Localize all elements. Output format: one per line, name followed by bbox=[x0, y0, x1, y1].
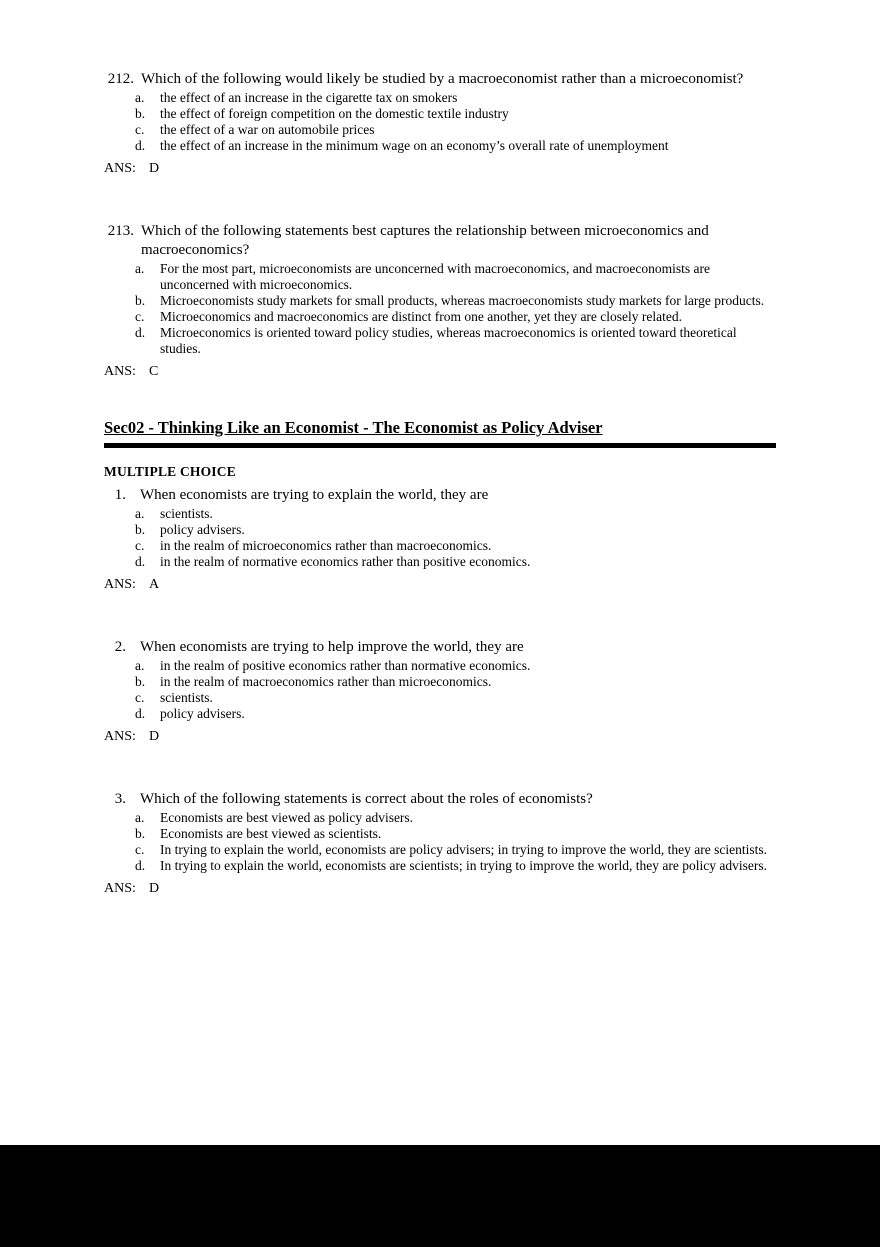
list-item bbox=[104, 826, 776, 842]
choice-letter: a. bbox=[135, 90, 145, 105]
choice-letter: d. bbox=[135, 325, 146, 340]
question-stem-row bbox=[104, 790, 776, 809]
question-block bbox=[104, 70, 776, 177]
question-block bbox=[104, 638, 776, 745]
choice-text: In trying to explain the world, economists are scientists; in trying to improve the world, they are policy advisers. bbox=[160, 858, 767, 873]
question-text: Which of the following would likely be studied by a macroeconomist rather than a microeconomist? bbox=[141, 71, 744, 87]
answer-row bbox=[104, 728, 776, 745]
list-item bbox=[104, 90, 776, 106]
list-item bbox=[104, 674, 776, 690]
choice-letter: b. bbox=[135, 293, 146, 308]
list-item bbox=[104, 522, 776, 538]
list-item bbox=[104, 538, 776, 554]
choice-letter: d. bbox=[135, 138, 146, 153]
choice-letter: c. bbox=[135, 309, 145, 324]
answer-row bbox=[104, 576, 776, 593]
list-item bbox=[104, 122, 776, 138]
answer-value: D bbox=[149, 881, 160, 896]
choice-text: In trying to explain the world, economists are policy advisers; in trying to improve the world, they are scientists. bbox=[160, 842, 767, 857]
page-bottom-band bbox=[0, 1145, 880, 1247]
answer-label: ANS: bbox=[104, 364, 136, 379]
choice-text: the effect of an increase in the minimum wage on an economy’s overall rate of unemployment bbox=[160, 138, 669, 153]
choice-text: scientists. bbox=[160, 506, 213, 521]
page-title: Sec02 - Thinking Like an Economist - The Economist as Policy Adviser bbox=[104, 418, 603, 437]
choice-letter: c. bbox=[135, 690, 145, 705]
list-item bbox=[104, 842, 776, 858]
question-number: 3. bbox=[114, 791, 126, 807]
choice-text: scientists. bbox=[160, 690, 213, 705]
choice-letter: c. bbox=[135, 122, 145, 137]
choice-text: Microeconomics is oriented toward policy studies, whereas macroeconomics is oriented toward theoretical studies. bbox=[160, 325, 737, 356]
list-item bbox=[104, 325, 776, 357]
list-item bbox=[104, 293, 776, 309]
choice-text: the effect of an increase in the cigarette tax on smokers bbox=[160, 90, 458, 105]
answer-value: D bbox=[149, 161, 160, 176]
choice-text: policy advisers. bbox=[160, 706, 245, 721]
list-item bbox=[104, 810, 776, 826]
choice-text: Microeconomists study markets for small products, whereas macroeconomists study markets for large products. bbox=[160, 293, 765, 308]
list-item bbox=[104, 706, 776, 722]
answer-value: C bbox=[149, 364, 159, 379]
choice-letter: b. bbox=[135, 826, 146, 841]
question-text: When economists are trying to explain the world, they are bbox=[140, 487, 489, 503]
list-item bbox=[104, 858, 776, 874]
choice-list bbox=[104, 810, 776, 874]
answer-value: A bbox=[149, 577, 160, 592]
question-text: When economists are trying to help improve the world, they are bbox=[140, 639, 524, 655]
choice-letter: a. bbox=[135, 261, 145, 276]
choice-letter: d. bbox=[135, 554, 146, 569]
choice-list bbox=[104, 658, 776, 722]
choice-letter: b. bbox=[135, 522, 146, 537]
answer-value: D bbox=[149, 729, 160, 744]
spacer bbox=[104, 745, 776, 790]
choice-list bbox=[104, 90, 776, 154]
list-item bbox=[104, 309, 776, 325]
choice-text: in the realm of macroeconomics rather than microeconomics. bbox=[160, 674, 492, 689]
list-item bbox=[104, 506, 776, 522]
choice-text: the effect of foreign competition on the domestic textile industry bbox=[160, 106, 509, 121]
list-item bbox=[104, 261, 776, 293]
spacer bbox=[104, 380, 776, 418]
question-block bbox=[104, 486, 776, 593]
section-heading-group bbox=[104, 418, 776, 480]
choice-list bbox=[104, 261, 776, 357]
choice-letter: d. bbox=[135, 706, 146, 721]
question-block bbox=[104, 790, 776, 897]
choice-letter: d. bbox=[135, 858, 146, 873]
choice-text: Economists are best viewed as policy advisers. bbox=[160, 810, 414, 825]
choice-text: policy advisers. bbox=[160, 522, 245, 537]
answer-label: ANS: bbox=[104, 577, 136, 592]
choice-letter: a. bbox=[135, 506, 145, 521]
choice-text: Microeconomics and macroeconomics are distinct from one another, yet they are closely related. bbox=[160, 309, 683, 324]
choice-letter: b. bbox=[135, 106, 146, 121]
section-subheading: MULTIPLE CHOICE bbox=[104, 464, 236, 479]
answer-row bbox=[104, 880, 776, 897]
question-number: 1. bbox=[114, 487, 126, 503]
answer-label: ANS: bbox=[104, 161, 136, 176]
question-number: 212. bbox=[107, 71, 134, 87]
choice-letter: c. bbox=[135, 842, 145, 857]
list-item bbox=[104, 106, 776, 122]
answer-label: ANS: bbox=[104, 729, 136, 744]
question-stem-row bbox=[104, 70, 776, 89]
choice-text: Economists are best viewed as scientists. bbox=[160, 826, 382, 841]
question-number: 2. bbox=[114, 639, 126, 655]
question-text: Which of the following statements best captures the relationship between microeconomics and macroeconomics? bbox=[141, 223, 709, 258]
answer-row bbox=[104, 363, 776, 380]
choice-text: For the most part, microeconomists are unconcerned with macroeconomics, and macroeconomists are unconcerned with microeconomics. bbox=[160, 261, 710, 292]
list-item bbox=[104, 138, 776, 154]
choice-text: in the realm of normative economics rather than positive economics. bbox=[160, 554, 531, 569]
choice-letter: a. bbox=[135, 658, 145, 673]
question-stem-row bbox=[104, 222, 776, 260]
spacer bbox=[104, 177, 776, 222]
choice-text: in the realm of positive economics rather than normative economics. bbox=[160, 658, 531, 673]
answer-row bbox=[104, 160, 776, 177]
spacer bbox=[104, 593, 776, 638]
choice-letter: a. bbox=[135, 810, 145, 825]
divider bbox=[104, 443, 776, 448]
question-block bbox=[104, 222, 776, 380]
list-item bbox=[104, 690, 776, 706]
choice-text: in the realm of microeconomics rather than macroeconomics. bbox=[160, 538, 492, 553]
choice-list bbox=[104, 506, 776, 570]
question-number: 213. bbox=[107, 223, 134, 239]
choice-letter: b. bbox=[135, 674, 146, 689]
question-stem-row bbox=[104, 486, 776, 505]
question-stem-row bbox=[104, 638, 776, 657]
choice-text: the effect of a war on automobile prices bbox=[160, 122, 375, 137]
list-item bbox=[104, 658, 776, 674]
question-text: Which of the following statements is correct about the roles of economists? bbox=[140, 791, 593, 807]
choice-letter: c. bbox=[135, 538, 145, 553]
list-item bbox=[104, 554, 776, 570]
answer-label: ANS: bbox=[104, 881, 136, 896]
